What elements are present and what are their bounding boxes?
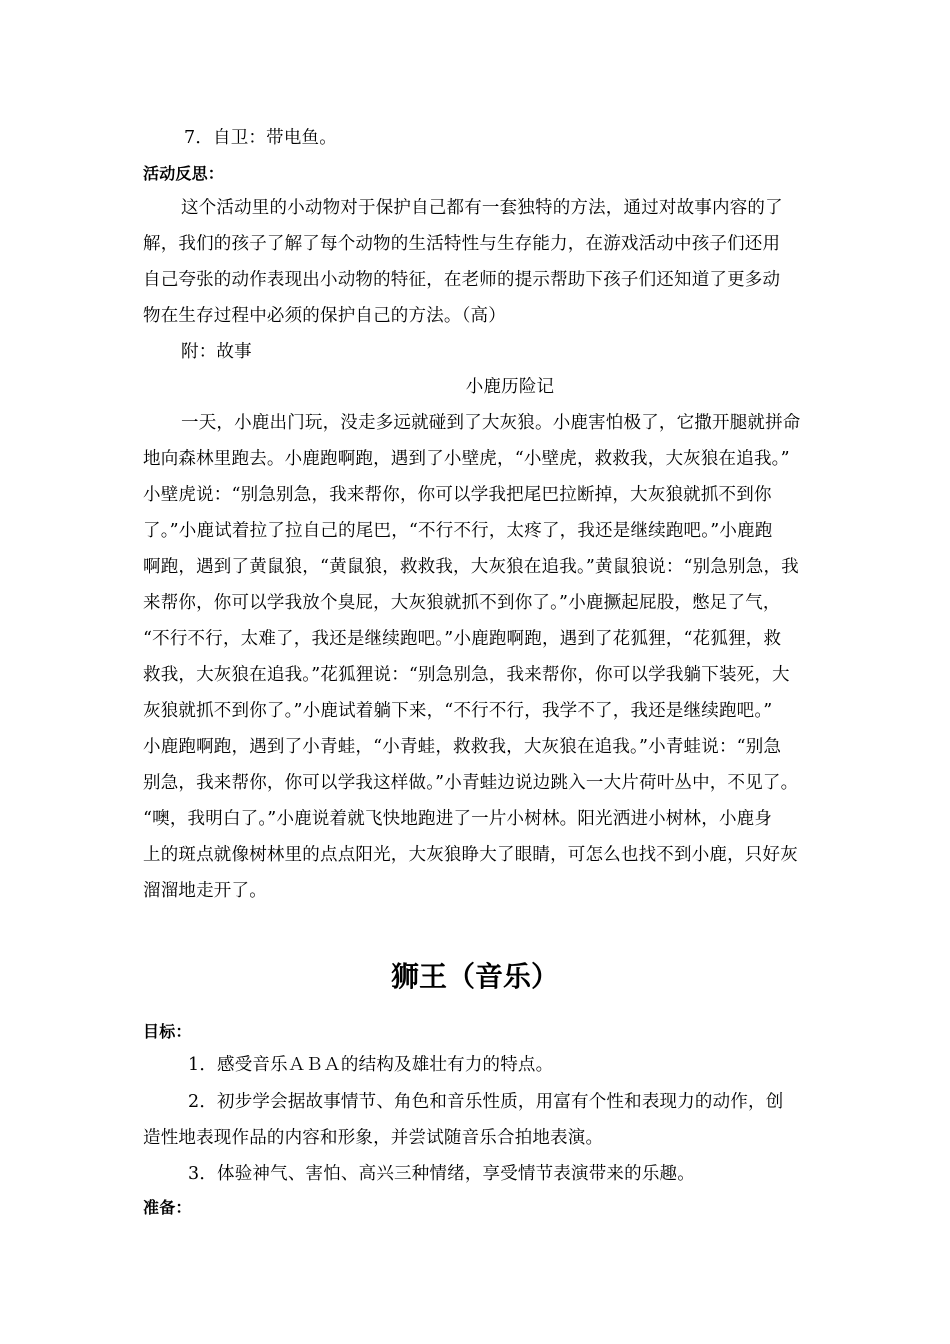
appendix-label: 附：故事 xyxy=(181,342,252,362)
goals-heading: 目标： xyxy=(143,1022,192,1041)
goal-item-2-cont: 造性地表现作品的内容和形象，并尝试随音乐合拍地表演。 xyxy=(143,1128,604,1148)
reflection-line: 自己夸张的动作表现出小动物的特征，在老师的提示帮助下孩子们还知道了更多动 xyxy=(143,270,781,290)
story-line: 小鹿跑啊跑，遇到了小青蛙，“小青蛙，救救我，大灰狼在追我。”小青蛙说：“别急 xyxy=(143,737,782,757)
story-line: 地向森林里跑去。小鹿跑啊跑，遇到了小壁虎，“小壁虎，救救我，大灰狼在追我。” xyxy=(143,449,790,469)
story-line: 了。”小鹿试着拉了拉自己的尾巴，“不行不行，太疼了，我还是继续跑吧。”小鹿跑 xyxy=(143,521,773,541)
goal-item-1: 1．感受音乐ＡＢＡ的结构及雄壮有力的特点。 xyxy=(188,1055,554,1075)
reflection-heading: 活动反思： xyxy=(143,164,225,183)
story-line: 溜溜地走开了。 xyxy=(143,881,267,901)
prep-heading: 准备： xyxy=(143,1198,192,1217)
story-line: “不行不行，太难了，我还是继续跑吧。”小鹿跑啊跑，遇到了花狐狸，“花狐狸，救 xyxy=(143,629,782,649)
story-line: 来帮你，你可以学我放个臭屁，大灰狼就抓不到你了。”小鹿撅起屁股，憋足了气， xyxy=(143,593,781,613)
goal-item-3: 3．体验神气、害怕、高兴三种情绪，享受情节表演带来的乐趣。 xyxy=(188,1164,695,1184)
lesson-title: 狮王（音乐） xyxy=(390,960,559,993)
reflection-line: 这个活动里的小动物对于保护自己都有一套独特的方法，通过对故事内容的了 xyxy=(181,198,783,218)
goal-item-2: 2．初步学会据故事情节、角色和音乐性质，用富有个性和表现力的动作，创 xyxy=(188,1092,784,1112)
reflection-line: 物在生存过程中必须的保护自己的方法。（高） xyxy=(143,306,506,326)
story-line: “噢，我明白了。”小鹿说着就飞快地跑进了一片小树林。阳光洒进小树林，小鹿身 xyxy=(143,809,773,829)
story-title: 小鹿历险记 xyxy=(465,377,555,397)
list-item-7: 7．自卫：带电鱼。 xyxy=(184,128,337,148)
story-line: 上的斑点就像树林里的点点阳光，大灰狼睁大了眼睛，可怎么也找不到小鹿，只好灰 xyxy=(143,845,798,865)
story-line: 啊跑，遇到了黄鼠狼，“黄鼠狼，救救我，大灰狼在追我。”黄鼠狼说：“别急别急，我 xyxy=(143,557,799,577)
story-line: 一天，小鹿出门玩，没走多远就碰到了大灰狼。小鹿害怕极了，它撒开腿就拼命 xyxy=(181,413,801,433)
story-line: 救我，大灰狼在追我。”花狐狸说：“别急别急，我来帮你，你可以学我躺下装死，大 xyxy=(143,665,790,685)
story-line: 灰狼就抓不到你了。”小鹿试着躺下来，“不行不行，我学不了，我还是继续跑吧。” xyxy=(143,701,773,721)
story-line: 别急，我来帮你，你可以学我这样做。”小青蛙边说边跳入一大片荷叶丛中，不见了。 xyxy=(143,773,799,793)
reflection-line: 解，我们的孩子了解了每个动物的生活特性与生存能力，在游戏活动中孩子们还用 xyxy=(143,234,781,254)
story-line: 小壁虎说：“别急别急，我来帮你，你可以学我把尾巴拉断掉，大灰狼就抓不到你 xyxy=(143,485,772,505)
